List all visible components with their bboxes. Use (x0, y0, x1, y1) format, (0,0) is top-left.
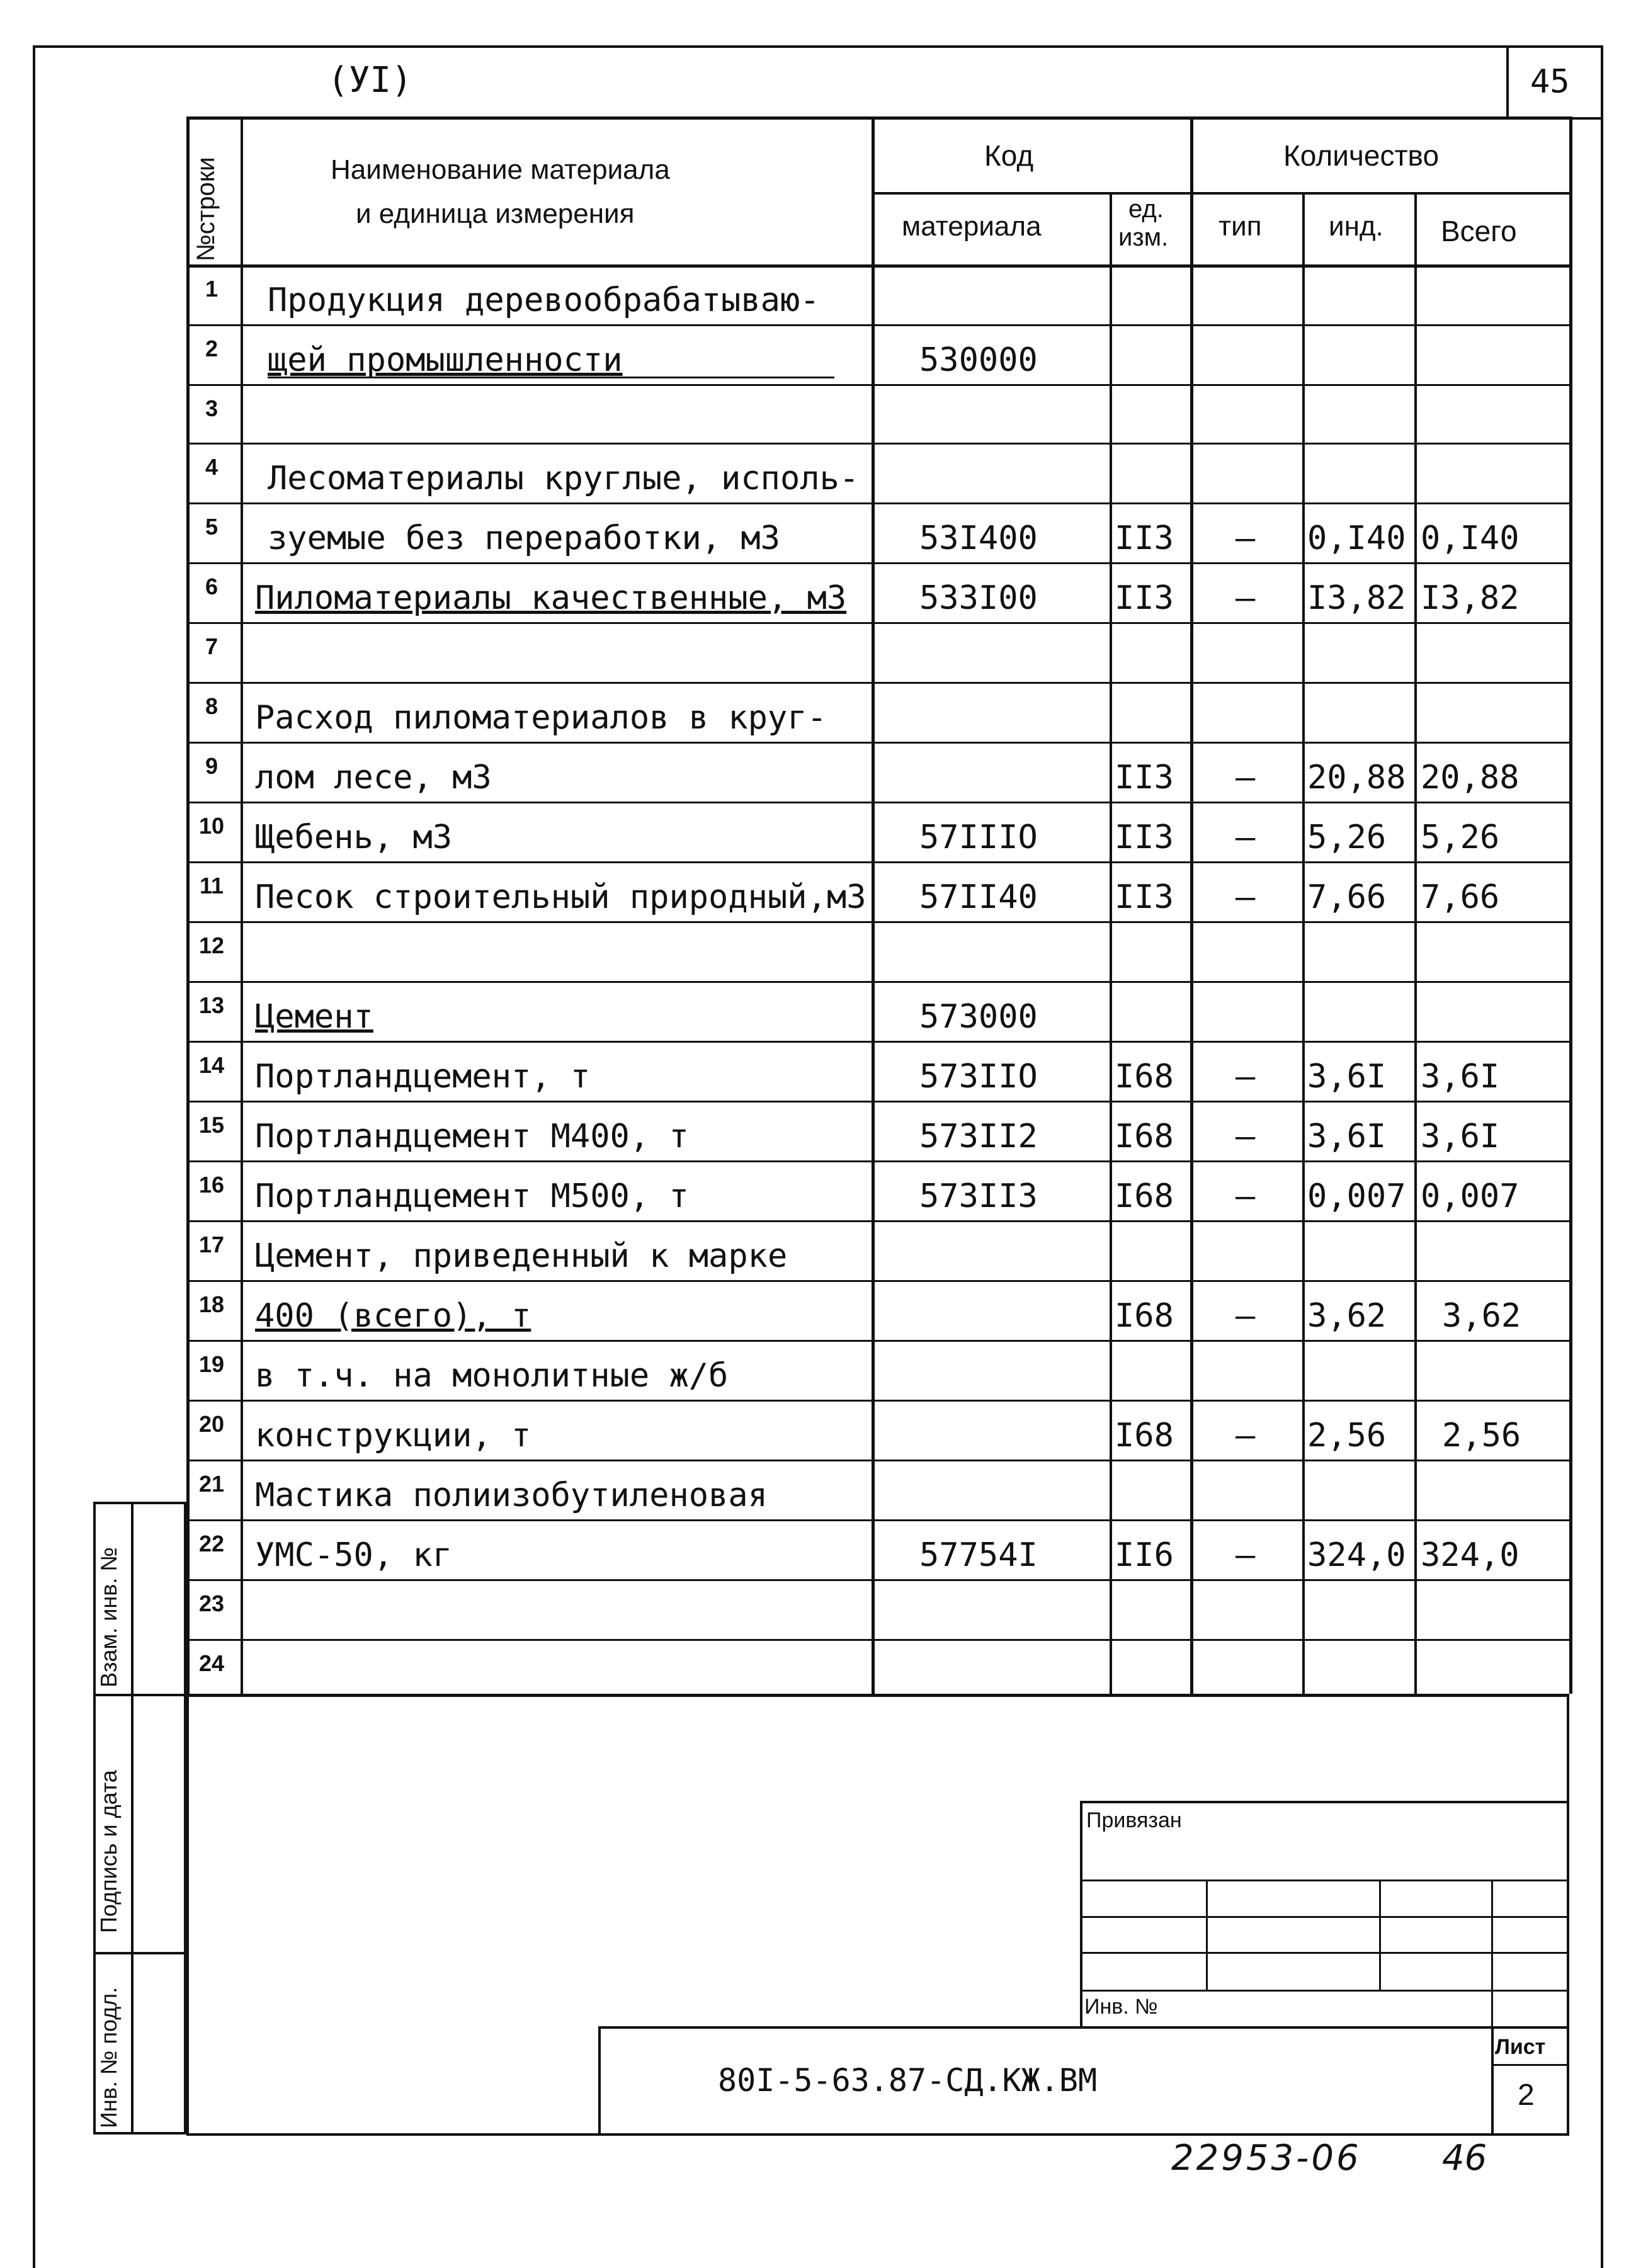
row-number: 4 (205, 454, 219, 480)
row-name: УМС-50, кг (255, 1536, 453, 1574)
row-type: – (1236, 1297, 1256, 1335)
row-divider (186, 742, 1569, 744)
table-right-border (1569, 116, 1572, 1694)
row-number: 1 (205, 276, 219, 302)
inv-podl-label: Инв. № подл. (96, 1987, 122, 2128)
row-number: 5 (205, 514, 219, 540)
row-number: 20 (198, 1411, 225, 1437)
row-name: Щебень, м3 (255, 819, 453, 856)
row-divider (186, 562, 1569, 564)
row-unit: I68 (1115, 1297, 1174, 1335)
row-type: – (1236, 878, 1256, 916)
header-bottom-border (186, 264, 1569, 268)
row-name: щей промышленности (268, 341, 623, 379)
privyazan-col-1 (1206, 1880, 1208, 1990)
row-unit: II3 (1115, 579, 1174, 617)
row-total: 324,0 (1421, 1536, 1520, 1574)
row-ind: 3,62 (1307, 1297, 1387, 1335)
row-divider (186, 1041, 1569, 1043)
row-ind: 7,66 (1307, 878, 1387, 916)
col-divider-rowno (241, 116, 243, 1694)
row-total: 0,007 (1421, 1177, 1520, 1215)
row-code: 573IIO (919, 1058, 1038, 1096)
row-number: 18 (198, 1291, 225, 1317)
header-code-material: материала (902, 211, 1042, 242)
header-type: тип (1218, 211, 1262, 242)
row-name: Расход пиломатериалов в круг- (255, 699, 827, 737)
header-ind: инд. (1329, 211, 1383, 242)
row-ind: 3,6I (1307, 1058, 1387, 1096)
row-type: – (1236, 759, 1256, 797)
row-name: Портландцемент, т (255, 1058, 591, 1096)
col-divider-type (1302, 192, 1305, 1694)
row-name: Портландцемент М500, т (255, 1177, 689, 1215)
row-number: 15 (198, 1112, 225, 1138)
privyazan-block (1080, 1801, 1569, 2027)
header-unit-line1: ед. (1128, 195, 1164, 223)
sheet-divider (1491, 2026, 1494, 2135)
row-type: – (1236, 1118, 1256, 1155)
table-bottom-border (186, 1694, 1569, 1697)
col-divider-name (872, 116, 875, 1694)
row-unit: II3 (1115, 759, 1174, 797)
row-number: 24 (198, 1650, 225, 1676)
row-code: 57IIIO (919, 819, 1038, 856)
row-total: 3,6I (1421, 1118, 1500, 1155)
row-number: 11 (199, 873, 224, 899)
row-unit: II6 (1115, 1536, 1174, 1574)
row-ind: 0,007 (1307, 1177, 1406, 1215)
section-mark: (УI) (327, 60, 412, 101)
row-divider (186, 1579, 1569, 1581)
col-divider-code (1110, 192, 1112, 1694)
row-unit: I68 (1115, 1118, 1174, 1155)
header-code: Код (984, 139, 1034, 172)
row-number: 7 (205, 633, 219, 659)
row-divider (186, 443, 1569, 445)
body-left-border (186, 1694, 189, 2135)
row-divider (186, 1340, 1569, 1342)
row-divider (186, 1639, 1569, 1641)
row-ind: 5,26 (1307, 819, 1387, 856)
row-total: 3,62 (1442, 1297, 1521, 1335)
row-number: 21 (198, 1471, 225, 1497)
row-divider (186, 384, 1569, 386)
header-unit-line2: изм. (1118, 224, 1169, 251)
row-divider (186, 1519, 1569, 1521)
row-number: 9 (205, 753, 219, 779)
row-code: 573000 (919, 998, 1038, 1036)
row2-underline (268, 377, 834, 378)
row-type: – (1236, 1058, 1256, 1096)
row-ind: 20,88 (1307, 759, 1406, 797)
row-number: 22 (198, 1531, 225, 1556)
archive-number: 22953-06 (1171, 2138, 1361, 2179)
header-quantity: Количество (1283, 139, 1440, 172)
row-number: 19 (198, 1351, 225, 1377)
row-name: Цемент (255, 998, 373, 1036)
privyazan-label: Привязан (1086, 1808, 1182, 1832)
row-number: 8 (205, 693, 219, 719)
row-total: 0,I40 (1421, 519, 1520, 557)
row-divider (186, 1400, 1569, 1402)
privyazan-col-3 (1491, 1880, 1493, 2027)
privyazan-row-3 (1080, 1952, 1569, 1954)
row-name: Цемент, приведенный к марке (255, 1237, 788, 1275)
row-total: 20,88 (1421, 759, 1520, 797)
row-divider (186, 682, 1569, 684)
privyazan-row-1 (1080, 1880, 1569, 1881)
row-total: I3,82 (1421, 579, 1520, 617)
row-name: 400 (всего), т (255, 1297, 531, 1335)
row-number: 23 (198, 1590, 225, 1616)
row-divider (186, 981, 1569, 983)
row-type: – (1236, 819, 1256, 856)
privyazan-row-4 (1080, 1990, 1569, 1992)
row-divider (186, 502, 1569, 504)
row-name: Лесоматериалы круглые, исполь- (268, 460, 860, 497)
row-name: Пиломатериалы качественные, м3 (255, 579, 847, 617)
row-name: Песок строительный природный,м3 (255, 878, 866, 916)
row-number: 13 (198, 992, 225, 1018)
row-code: 53I400 (919, 519, 1038, 557)
side-stamp-sep-1 (93, 1694, 186, 1696)
header-total: Всего (1441, 215, 1517, 247)
row-code: 57II40 (919, 878, 1038, 916)
row-type: – (1236, 1177, 1256, 1215)
sheet-number: 2 (1518, 2078, 1535, 2112)
header-name: Наименование материала (331, 154, 670, 185)
row-number: 2 (205, 336, 219, 361)
row-unit: I68 (1115, 1417, 1174, 1454)
row-name: в т.ч. на монолитные ж/б (255, 1357, 729, 1395)
inv-no-label: Инв. № (1084, 1995, 1158, 2019)
row-number: 6 (205, 574, 219, 599)
row-total: 5,26 (1421, 819, 1500, 856)
col-divider-ind (1414, 192, 1417, 1694)
row-ind: 0,I40 (1307, 519, 1406, 557)
row-name: конструкции, т (255, 1417, 531, 1454)
vzam-inv-label: Взам. инв. № (96, 1546, 122, 1687)
page-number: 45 (1530, 63, 1570, 101)
archive-page: 46 (1442, 2138, 1487, 2179)
row-divider (186, 622, 1569, 624)
table-top-border (186, 116, 1569, 120)
side-stamp-sep-2 (93, 1952, 186, 1954)
header-name-line2: и единица измерения (356, 198, 635, 229)
row-ind: 3,6I (1307, 1118, 1387, 1155)
row-unit: II3 (1115, 878, 1174, 916)
row-name: зуемые без переработки, м3 (268, 519, 780, 557)
row-total: 7,66 (1421, 878, 1500, 916)
row-divider (186, 921, 1569, 923)
row-unit: II3 (1115, 519, 1174, 557)
header-mid-border (872, 192, 1569, 195)
row-number: 14 (198, 1052, 225, 1078)
row-type: – (1236, 579, 1256, 617)
row-code: 533I00 (919, 579, 1038, 617)
row-divider (186, 1160, 1569, 1162)
row-ind: I3,82 (1307, 579, 1406, 617)
podpis-data-label: Подпись и дата (96, 1770, 122, 1933)
row-code: 57754I (919, 1536, 1038, 1574)
sheet-label: Лист (1495, 2035, 1546, 2059)
row-number: 17 (198, 1232, 225, 1257)
row-code: 530000 (919, 341, 1038, 379)
row-total: 3,6I (1421, 1058, 1500, 1096)
side-stamp-divider (131, 1502, 133, 2135)
row-ind: 2,56 (1307, 1417, 1387, 1454)
sheet-label-sep (1491, 2064, 1569, 2066)
row-divider (186, 324, 1569, 326)
row-number: 16 (198, 1172, 225, 1198)
privyazan-row-2 (1080, 1916, 1569, 1918)
row-divider (186, 1280, 1569, 1282)
row-name: лом лесе, м3 (255, 759, 492, 797)
row-divider (186, 1101, 1569, 1103)
row-number: 10 (198, 813, 225, 839)
row-divider (186, 1220, 1569, 1222)
row-code: 573II3 (919, 1177, 1038, 1215)
row-code: 573II2 (919, 1118, 1038, 1155)
row-type: – (1236, 1417, 1256, 1454)
row-number: 3 (205, 395, 219, 421)
row-ind: 324,0 (1307, 1536, 1406, 1574)
row-unit: I68 (1115, 1177, 1174, 1215)
row-divider (186, 802, 1569, 803)
col-divider-unit (1190, 116, 1193, 1694)
row-type: – (1236, 519, 1256, 557)
row-name: Мастика полиизобутиленовая (255, 1477, 768, 1514)
row-unit: II3 (1115, 819, 1174, 856)
header-row-no: №строки (192, 157, 220, 261)
row-divider (186, 1460, 1569, 1461)
row-total: 2,56 (1442, 1417, 1521, 1454)
row-name: Продукция деревообрабатываю- (268, 281, 820, 319)
designation-code: 80I-5-63.87-СД.КЖ.ВМ (718, 2062, 1098, 2099)
row-unit: I68 (1115, 1058, 1174, 1096)
privyazan-col-2 (1379, 1880, 1381, 1990)
row-name: Портландцемент М400, т (255, 1118, 689, 1155)
row-type: – (1236, 1536, 1256, 1574)
row-divider (186, 861, 1569, 863)
row-number: 12 (198, 933, 225, 958)
